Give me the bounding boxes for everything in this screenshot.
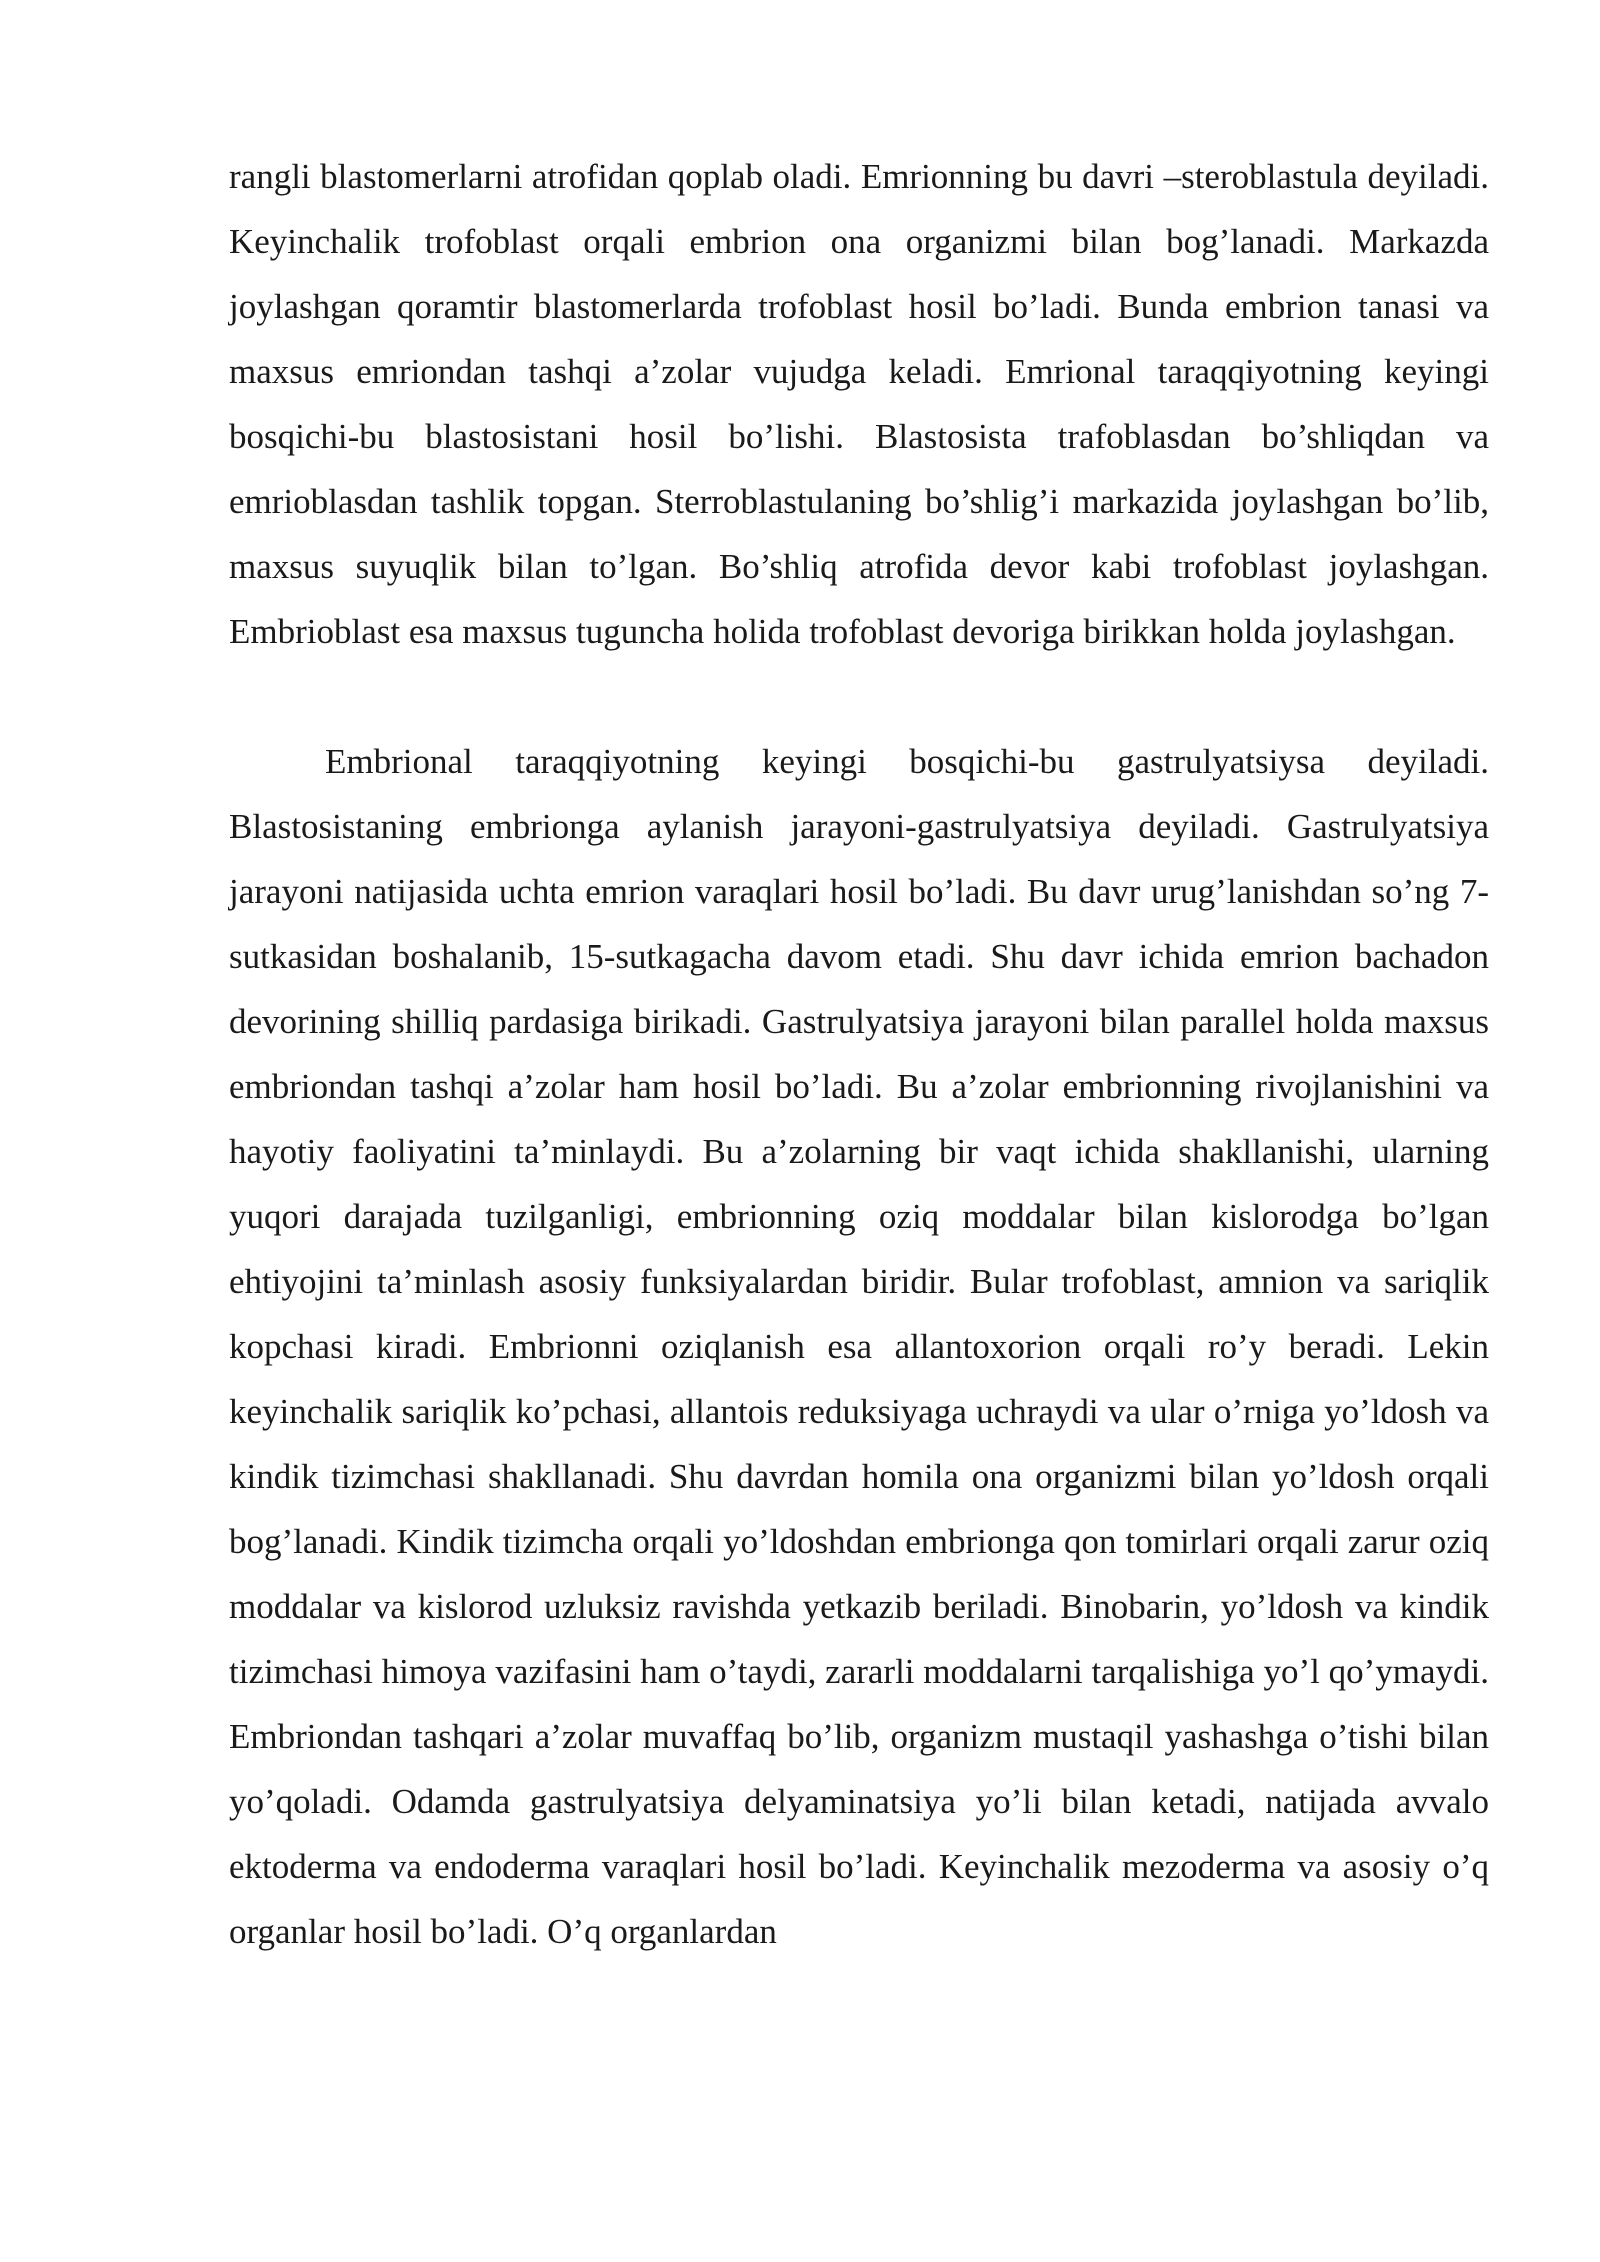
body-text-block xyxy=(229,729,1489,1964)
paragraph-1: rangli blastomerlarni atrofidan qoplab oladi. Emrionning bu davri –steroblastula deyiladi. Keyinchalik trofoblast orqali embrion ona organizmi bilan bog’lanadi. Markazda joylashgan qoramtir blastomerlarda trofoblast hosil bo’ladi. Bunda embrion tanasi va maxsus emriondan tashqi a’zolar vujudga keladi. Emrional taraqqiyotning keyingi bosqichi-bu blastosistani hosil bo’lishi. Blastosista trafoblasdan bo’shliqdan va emrioblasdan tashlik topgan. Sterroblastulaning bo’shlig’i markazida joylashgan bo’lib, maxsus suyuqlik bilan to’lgan. Bo’shliq atrofida devor kabi trofoblast joylashgan. Embrioblast esa maxsus tuguncha holida trofoblast devoriga birikkan holda joylashgan. xyxy=(229,157,1489,651)
body-text-block xyxy=(229,144,1489,664)
paragraph-2: Embrional taraqqiyotning keyingi bosqichi-bu gastrulyatsiysa deyiladi. Blastosistaning embrionga aylanish jarayoni-gastrulyatsiya deyiladi. Gastrulyatsiya jarayoni natijasida uchta emrion varaqlari hosil bo’ladi. Bu davr urug’lanishdan so’ng 7-sutkasidan boshalanib, 15-sutkagacha davom etadi. Shu davr ichida emrion bachadon devorining shilliq pardasiga birikadi. Gastrulyatsiya jarayoni bilan parallel holda maxsus embriondan tashqi a’zolar ham hosil bo’ladi. Bu a’zolar embrionning rivojlanishini va hayotiy faoliyatini ta’minlaydi. Bu a’zolarning bir vaqt ichida shakllanishi, ularning yuqori darajada tuzilganligi, embrionning oziq moddalar bilan kislorodga bo’lgan ehtiyojini ta’minlash asosiy funksiyalardan biridir. Bular trofoblast, amnion va sariqlik kopchasi kiradi. Embrionni oziqlanish esa allantoxorion orqali ro’y beradi. Lekin keyinchalik sariqlik ko’pchasi, allantois reduksiyaga uchraydi va ular o’rniga yo’ldosh va kindik tizimchasi shakllanadi. Shu davrdan homila ona organizmi bilan yo’ldosh orqali bog’lanadi. Kindik tizimcha orqali yo’ldoshdan embrionga qon tomirlari orqali zarur oziq moddalar va kislorod uzluksiz ravishda yetkazib beriladi. Binobarin, yo’ldosh va kindik tizimchasi himoya vazifasini ham o’taydi, zararli moddalarni tarqalishiga yo’l qo’ymaydi. Embriondan tashqari a’zolar muvaffaq bo’lib, organizm mustaqil yashashga o’tishi bilan yo’qoladi. Odamda gastrulyatsiya delyaminatsiya yo’li bilan ketadi, natijada avvalo ektoderma va endoderma varaqlari hosil bo’ladi. Keyinchalik mezoderma va asosiy o’q organlar hosil bo’ladi. O’q organlardan xyxy=(229,742,1489,1951)
